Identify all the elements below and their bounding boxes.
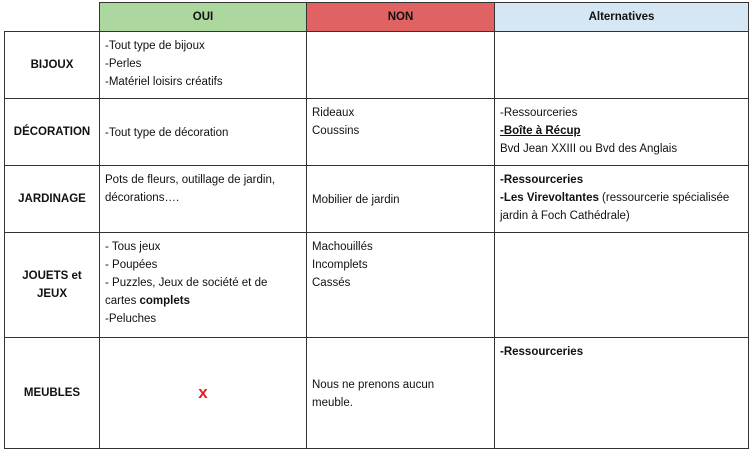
meubles-alt-item: -Ressourceries: [500, 346, 584, 358]
jouets-oui-item: - Poupées: [105, 259, 158, 271]
category-jouets: [5, 233, 100, 338]
jouets-non-item: Incomplets: [312, 259, 368, 271]
row-jardinage: [5, 166, 749, 233]
virevoltantes-desc: (ressourcerie spécialisée jardin à Foch Cathédrale): [500, 192, 730, 222]
jardinage-oui-cell: [100, 166, 307, 233]
category-jouets-line2: JEUX: [36, 288, 68, 300]
jouets-alt-cell: [495, 233, 749, 338]
jouets-oui-item: -Peluches: [105, 313, 157, 325]
decoration-non-item: Coussins: [312, 125, 360, 137]
bijoux-non-cell: [307, 32, 495, 99]
jouets-oui-cell: [100, 233, 307, 338]
decoration-alt-item: -Ressourceries: [500, 107, 578, 119]
meubles-non-cell: [307, 338, 495, 449]
meubles-non-item: Nous ne prenons aucun meuble.: [312, 378, 435, 409]
jardinage-alt-cell: [495, 166, 749, 233]
jouets-non-item: Machouillés: [312, 241, 373, 253]
bijoux-alt-cell: [495, 32, 749, 99]
jouets-non-item: Cassés: [312, 277, 351, 289]
meubles-alt-cell: [495, 338, 749, 449]
decoration-oui-cell: [100, 99, 307, 166]
category-jardinage: JARDINAGE: [5, 166, 100, 233]
bijoux-oui-cell: [100, 32, 307, 99]
category-bijoux: BIJOUX: [5, 32, 100, 99]
decoration-non-item: Rideaux: [312, 107, 355, 119]
jardinage-oui-item: Pots de fleurs, outillage de jardin, décorations….: [105, 174, 276, 204]
row-jouets: [5, 233, 749, 338]
virevoltantes-name: -Les Virevoltantes: [500, 192, 599, 204]
category-jouets-line1: JOUETS et: [22, 270, 82, 282]
bijoux-oui-item: -Perles: [105, 58, 142, 70]
category-meubles: MEUBLES: [5, 338, 100, 449]
jouets-oui-item-puzzles: [105, 274, 301, 310]
bijoux-oui-item: -Matériel loisirs créatifs: [105, 76, 223, 88]
header-blank: [5, 3, 100, 32]
complets-text: complets: [139, 295, 191, 307]
header-alternatives: Alternatives: [495, 3, 749, 32]
decoration-alt-cell: [495, 99, 749, 166]
decoration-non-cell: [307, 99, 495, 166]
header-non: NON: [307, 3, 495, 32]
header-oui: OUI: [100, 3, 307, 32]
category-decoration: DÉCORATION: [5, 99, 100, 166]
header-row: [5, 3, 749, 32]
boite-a-recup-link[interactable]: -Boîte à Récup: [500, 125, 581, 137]
bijoux-oui-item: -Tout type de bijoux: [105, 40, 205, 52]
row-decoration: [5, 99, 749, 166]
sorting-table: [4, 2, 749, 449]
jardinage-non-cell: [307, 166, 495, 233]
x-mark-icon: x: [100, 338, 307, 449]
jouets-oui-item: - Tous jeux: [105, 241, 161, 253]
jardinage-non-item: Mobilier de jardin: [312, 193, 400, 206]
jardinage-alt-item: -Ressourceries: [500, 174, 584, 186]
decoration-alt-address: Bvd Jean XXIII ou Bvd des Anglais: [500, 143, 678, 155]
row-meubles: [5, 338, 749, 449]
jouets-non-cell: [307, 233, 495, 338]
jardinage-alt-virevoltantes: [500, 189, 743, 225]
puzzles-text: - Puzzles, Jeux de société et de cartes: [105, 277, 268, 307]
decoration-oui-item: -Tout type de décoration: [105, 126, 229, 139]
row-bijoux: [5, 32, 749, 99]
